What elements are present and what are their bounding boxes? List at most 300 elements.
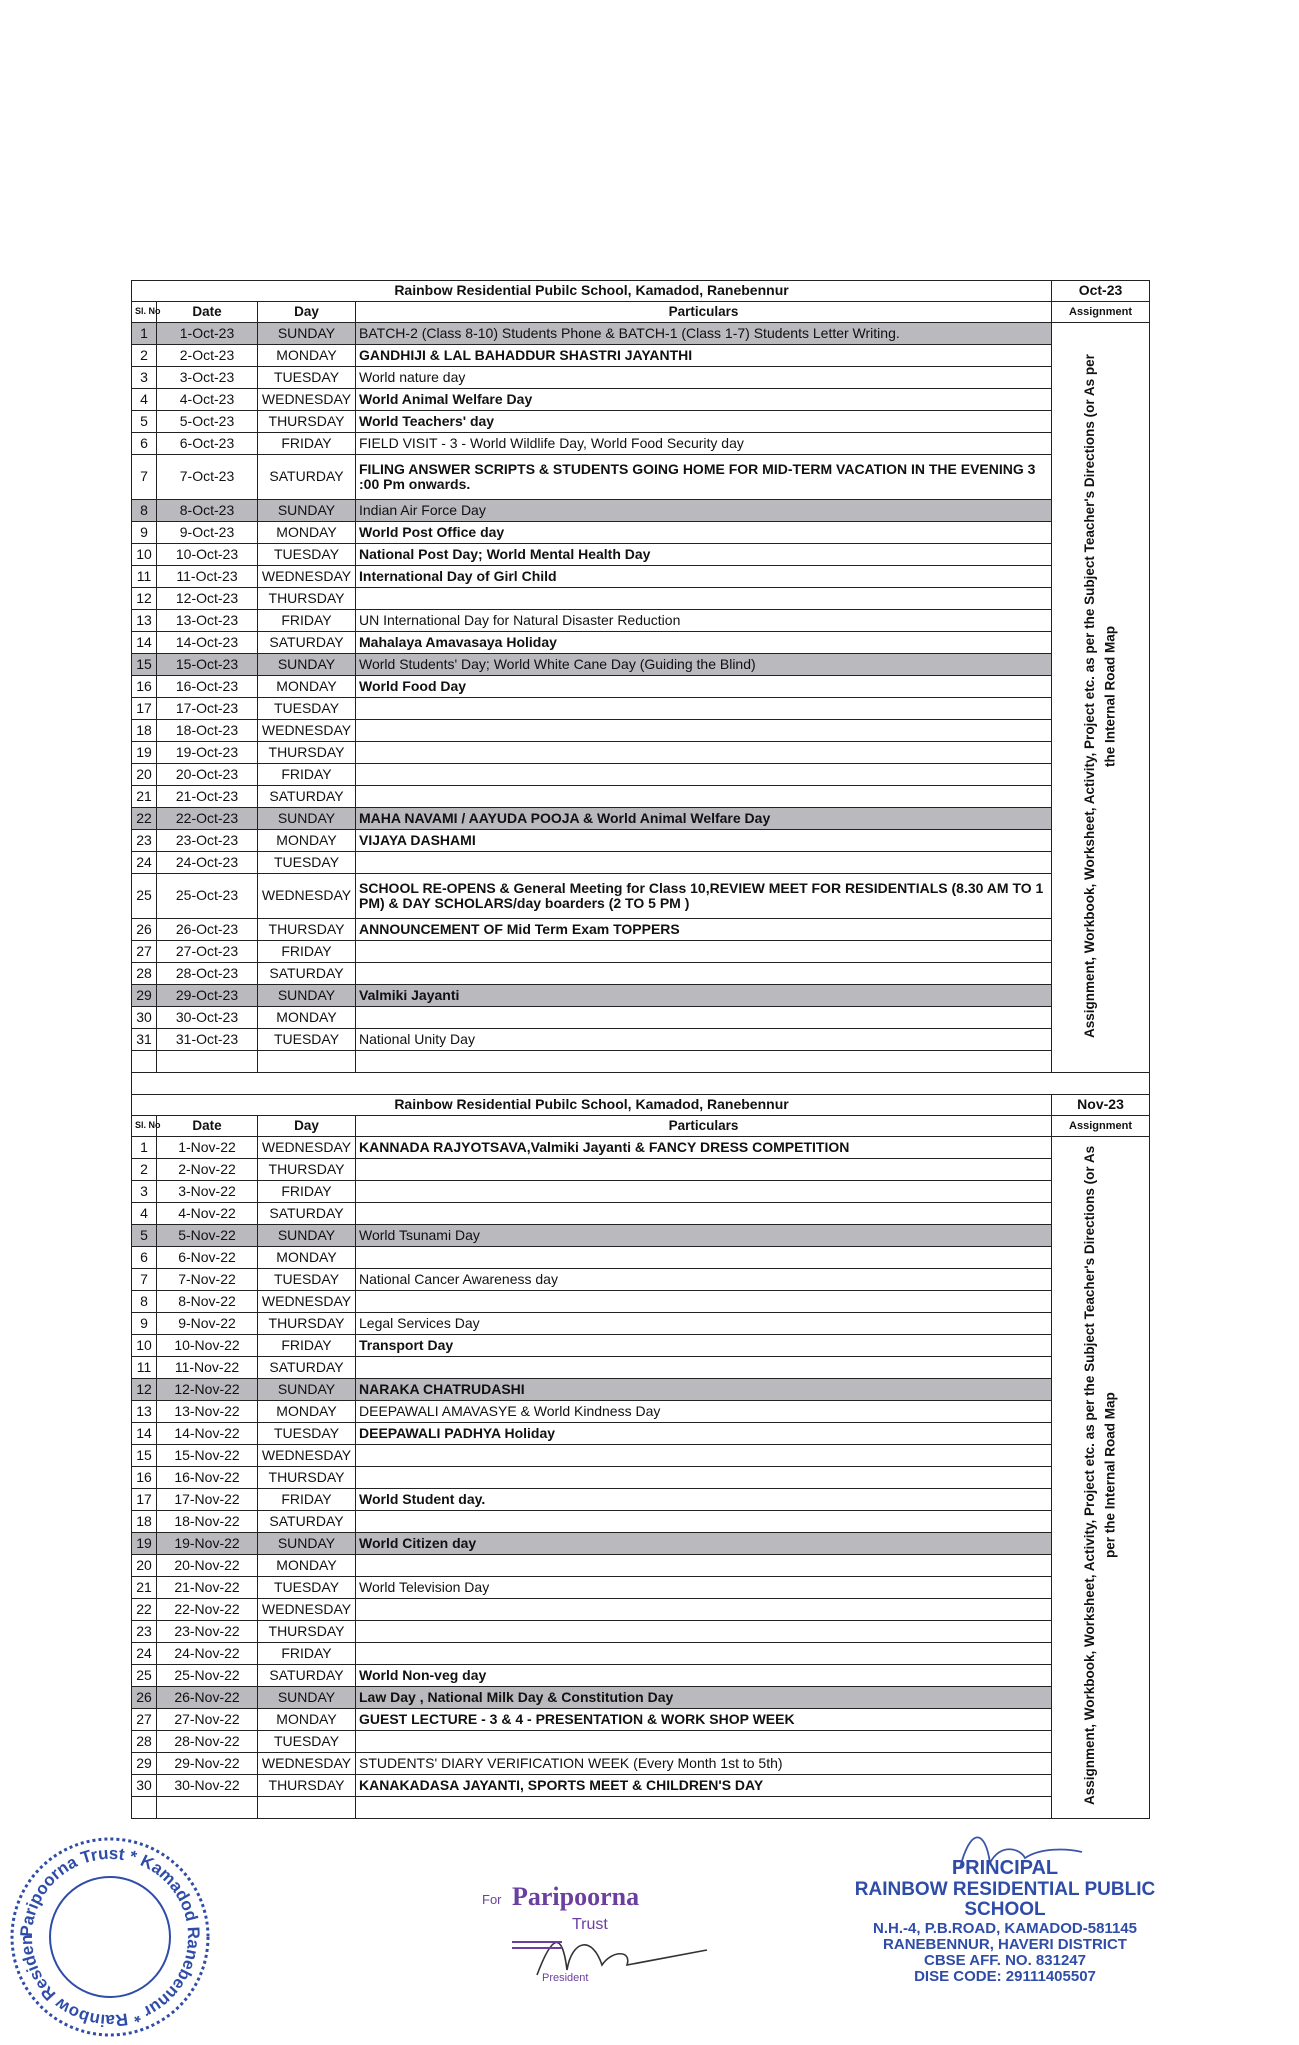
row-day: FRIDAY [258, 941, 356, 963]
row-number: 24 [132, 852, 157, 874]
row-number: 15 [132, 1445, 157, 1467]
row-number: 12 [132, 588, 157, 610]
row-date: 24-Nov-22 [157, 1643, 258, 1665]
table-row [132, 1665, 1150, 1687]
row-number: 9 [132, 522, 157, 544]
table-row [132, 1313, 1150, 1335]
row-day: WEDNESDAY [258, 1753, 356, 1775]
row-number: 15 [132, 654, 157, 676]
row-number: 7 [132, 1269, 157, 1291]
row-date: 18-Nov-22 [157, 1511, 258, 1533]
row-particulars: ANNOUNCEMENT OF Mid Term Exam TOPPERS [356, 919, 1052, 941]
table-row [132, 941, 1150, 963]
table-row [132, 654, 1150, 676]
row-date: 24-Oct-23 [157, 852, 258, 874]
row-particulars [356, 1599, 1052, 1621]
table-row [132, 1599, 1150, 1621]
row-day: WEDNESDAY [258, 1137, 356, 1159]
row-day: SUNDAY [258, 500, 356, 522]
header-assignment: Assignment [1052, 302, 1150, 323]
row-date: 12-Oct-23 [157, 588, 258, 610]
table-row [132, 1181, 1150, 1203]
row-particulars: FILING ANSWER SCRIPTS & STUDENTS GOING HOME FOR MID-TERM VACATION IN THE EVENING 3 :00 Pm onwards. [356, 455, 1052, 500]
row-number: 19 [132, 1533, 157, 1555]
row-date: 8-Oct-23 [157, 500, 258, 522]
row-day: MONDAY [258, 1401, 356, 1423]
row-number: 13 [132, 1401, 157, 1423]
row-date: 16-Nov-22 [157, 1467, 258, 1489]
table-row [132, 610, 1150, 632]
row-number: 5 [132, 411, 157, 433]
row-number: 17 [132, 1489, 157, 1511]
row-date: 2-Oct-23 [157, 345, 258, 367]
table-row [132, 566, 1150, 588]
row-particulars: SCHOOL RE-OPENS & General Meeting for Class 10,REVIEW MEET FOR RESIDENTIALS (8.30 AM TO 1 PM) & DAY SCHOLARS/day boarders (2 TO 5 PM ) [356, 874, 1052, 919]
row-number: 14 [132, 1423, 157, 1445]
principal-stamp-line: PRINCIPAL [951, 1857, 1059, 1879]
row-particulars [356, 588, 1052, 610]
row-number: 23 [132, 830, 157, 852]
row-day: SATURDAY [258, 1357, 356, 1379]
table-row [132, 919, 1150, 941]
row-day: TUESDAY [258, 698, 356, 720]
table-row [132, 808, 1150, 830]
header-sl-no: Sl. No [132, 1116, 157, 1137]
table-row [132, 1203, 1150, 1225]
row-date: 10-Nov-22 [157, 1335, 258, 1357]
row-number: 4 [132, 1203, 157, 1225]
blank-cell [132, 1051, 157, 1073]
row-date: 1-Nov-22 [157, 1137, 258, 1159]
table-row [132, 323, 1150, 345]
table-row [132, 1225, 1150, 1247]
row-number: 11 [132, 566, 157, 588]
row-particulars [356, 1203, 1052, 1225]
row-particulars: GANDHIJI & LAL BAHADDUR SHASTRI JAYANTHI [356, 345, 1052, 367]
row-number: 11 [132, 1357, 157, 1379]
row-number: 27 [132, 941, 157, 963]
row-particulars [356, 1621, 1052, 1643]
row-day: MONDAY [258, 1247, 356, 1269]
row-number: 3 [132, 367, 157, 389]
row-day: TUESDAY [258, 1577, 356, 1599]
header-assignment: Assignment [1052, 1116, 1150, 1137]
row-particulars [356, 742, 1052, 764]
table-row [132, 1247, 1150, 1269]
row-date: 15-Nov-22 [157, 1445, 258, 1467]
table-row-blank [132, 1051, 1150, 1073]
row-number: 12 [132, 1379, 157, 1401]
row-date: 4-Oct-23 [157, 389, 258, 411]
table-row [132, 1401, 1150, 1423]
row-day: MONDAY [258, 345, 356, 367]
row-date: 25-Oct-23 [157, 874, 258, 919]
row-number: 14 [132, 632, 157, 654]
row-number: 6 [132, 1247, 157, 1269]
row-number: 30 [132, 1775, 157, 1797]
president-signature [482, 1880, 722, 1990]
row-date: 14-Nov-22 [157, 1423, 258, 1445]
principal-stamp-line: DISE CODE: 29111405507 [914, 1968, 1096, 1986]
row-day: SATURDAY [258, 786, 356, 808]
row-number: 1 [132, 1137, 157, 1159]
row-number: 25 [132, 874, 157, 919]
row-date: 9-Nov-22 [157, 1313, 258, 1335]
table-row [132, 1291, 1150, 1313]
row-number: 31 [132, 1029, 157, 1051]
table-row [132, 367, 1150, 389]
row-date: 28-Nov-22 [157, 1731, 258, 1753]
row-date: 30-Nov-22 [157, 1775, 258, 1797]
table-row [132, 1511, 1150, 1533]
row-date: 9-Oct-23 [157, 522, 258, 544]
row-day: FRIDAY [258, 1335, 356, 1357]
row-day: TUESDAY [258, 1731, 356, 1753]
table-row [132, 1379, 1150, 1401]
row-particulars: National Unity Day [356, 1029, 1052, 1051]
blank-cell [132, 1797, 157, 1819]
table-row [132, 1753, 1150, 1775]
row-day: FRIDAY [258, 433, 356, 455]
header-date: Date [157, 1116, 258, 1137]
row-number: 3 [132, 1181, 157, 1203]
row-day: FRIDAY [258, 1489, 356, 1511]
row-date: 16-Oct-23 [157, 676, 258, 698]
row-particulars: World nature day [356, 367, 1052, 389]
row-number: 19 [132, 742, 157, 764]
row-day: SUNDAY [258, 1687, 356, 1709]
row-particulars: Legal Services Day [356, 1313, 1052, 1335]
trust-seal-graphic [8, 1835, 213, 2040]
row-particulars [356, 1731, 1052, 1753]
october-table [132, 281, 1150, 1073]
blank-cell [157, 1051, 258, 1073]
table-row [132, 720, 1150, 742]
row-number: 16 [132, 676, 157, 698]
row-particulars: International Day of Girl Child [356, 566, 1052, 588]
row-particulars: Mahalaya Amavasaya Holiday [356, 632, 1052, 654]
row-number: 16 [132, 1467, 157, 1489]
table-row [132, 1489, 1150, 1511]
row-day: TUESDAY [258, 367, 356, 389]
table-row [132, 1137, 1150, 1159]
row-particulars: UN International Day for Natural Disaster Reduction [356, 610, 1052, 632]
blank-cell [356, 1797, 1052, 1819]
table-row [132, 1775, 1150, 1797]
row-day: WEDNESDAY [258, 1445, 356, 1467]
row-day: THURSDAY [258, 1159, 356, 1181]
table-row [132, 411, 1150, 433]
row-day: TUESDAY [258, 1269, 356, 1291]
trust-seal-text: Paripoorna Trust * Kamadod Ranebennur * Rainbow Residen [16, 1843, 204, 2031]
row-day: THURSDAY [258, 1313, 356, 1335]
row-particulars [356, 1511, 1052, 1533]
row-number: 22 [132, 808, 157, 830]
row-day: SUNDAY [258, 808, 356, 830]
row-number: 23 [132, 1621, 157, 1643]
row-day: MONDAY [258, 1709, 356, 1731]
row-date: 27-Oct-23 [157, 941, 258, 963]
row-day: MONDAY [258, 676, 356, 698]
row-day: WEDNESDAY [258, 566, 356, 588]
november-table [132, 1073, 1150, 1819]
row-day: SATURDAY [258, 1203, 356, 1225]
blank-cell [157, 1797, 258, 1819]
row-date: 19-Nov-22 [157, 1533, 258, 1555]
row-number: 29 [132, 1753, 157, 1775]
row-particulars: World Tsunami Day [356, 1225, 1052, 1247]
table-row [132, 830, 1150, 852]
table-row [132, 433, 1150, 455]
header-particulars: Particulars [356, 302, 1052, 323]
row-number: 20 [132, 1555, 157, 1577]
table-row [132, 500, 1150, 522]
table-row [132, 1687, 1150, 1709]
row-date: 30-Oct-23 [157, 1007, 258, 1029]
row-date: 22-Nov-22 [157, 1599, 258, 1621]
row-particulars: World Teachers' day [356, 411, 1052, 433]
row-number: 17 [132, 698, 157, 720]
table-row [132, 1423, 1150, 1445]
row-particulars [356, 1247, 1052, 1269]
october-school-title: Rainbow Residential Pubilc School, Kamadod, Ranebennur [132, 281, 1052, 302]
row-particulars: Valmiki Jayanti [356, 985, 1052, 1007]
row-day: SATURDAY [258, 632, 356, 654]
row-date: 28-Oct-23 [157, 963, 258, 985]
row-date: 20-Oct-23 [157, 764, 258, 786]
row-date: 20-Nov-22 [157, 1555, 258, 1577]
row-number: 28 [132, 1731, 157, 1753]
row-date: 1-Oct-23 [157, 323, 258, 345]
row-particulars: Law Day , National Milk Day & Constitution Day [356, 1687, 1052, 1709]
principal-stamp-line: RAINBOW RESIDENTIAL PUBLIC SCHOOL [854, 1878, 1156, 1921]
row-date: 3-Oct-23 [157, 367, 258, 389]
row-date: 17-Oct-23 [157, 698, 258, 720]
table-row [132, 742, 1150, 764]
table-row [132, 1731, 1150, 1753]
table-row [132, 455, 1150, 500]
row-date: 31-Oct-23 [157, 1029, 258, 1051]
october-assignment-note [1052, 323, 1150, 1073]
row-date: 8-Nov-22 [157, 1291, 258, 1313]
row-particulars: World Student day. [356, 1489, 1052, 1511]
row-particulars [356, 720, 1052, 742]
row-date: 7-Oct-23 [157, 455, 258, 500]
row-number: 13 [132, 610, 157, 632]
row-particulars: National Cancer Awareness day [356, 1269, 1052, 1291]
row-particulars: World Post Office day [356, 522, 1052, 544]
row-particulars [356, 764, 1052, 786]
table-spacer [132, 1073, 1150, 1095]
row-particulars: Transport Day [356, 1335, 1052, 1357]
table-row [132, 1445, 1150, 1467]
header-sl-no: Sl. No [132, 302, 157, 323]
table-row [132, 1621, 1150, 1643]
november-assignment-note [1052, 1137, 1150, 1819]
table-row [132, 1007, 1150, 1029]
row-particulars [356, 1291, 1052, 1313]
row-particulars [356, 1159, 1052, 1181]
row-particulars: Indian Air Force Day [356, 500, 1052, 522]
row-number: 2 [132, 1159, 157, 1181]
table-row [132, 698, 1150, 720]
table-row [132, 676, 1150, 698]
october-month-label: Oct-23 [1052, 281, 1150, 302]
principal-stamp-line: N.H.-4, P.B.ROAD, KAMADOD-581145 [873, 1919, 1137, 1937]
row-particulars: World Food Day [356, 676, 1052, 698]
row-particulars: World Students' Day; World White Cane Day (Guiding the Blind) [356, 654, 1052, 676]
table-row [132, 1709, 1150, 1731]
trust-name: Paripoorna [512, 1882, 640, 1911]
row-particulars [356, 963, 1052, 985]
header-particulars: Particulars [356, 1116, 1052, 1137]
header-day: Day [258, 302, 356, 323]
row-number: 8 [132, 500, 157, 522]
table-row [132, 544, 1150, 566]
row-particulars [356, 1555, 1052, 1577]
calendar-sheet [131, 280, 1149, 1819]
principal-stamp-line: CBSE AFF. NO. 831247 [923, 1952, 1086, 1969]
table-row [132, 1555, 1150, 1577]
trust-seal [8, 1835, 213, 2040]
row-particulars: World Animal Welfare Day [356, 389, 1052, 411]
row-day: WEDNESDAY [258, 720, 356, 742]
row-number: 26 [132, 919, 157, 941]
table-row [132, 1357, 1150, 1379]
row-number: 26 [132, 1687, 157, 1709]
table-row [132, 389, 1150, 411]
row-date: 3-Nov-22 [157, 1181, 258, 1203]
row-day: FRIDAY [258, 610, 356, 632]
row-particulars: National Post Day; World Mental Health Day [356, 544, 1052, 566]
row-day: WEDNESDAY [258, 1291, 356, 1313]
row-date: 6-Nov-22 [157, 1247, 258, 1269]
table-row [132, 522, 1150, 544]
october-assignment-note-text: Assignment, Workbook, Worksheet, Activity, Project etc. as per the Subject Teacher's Directions (or As per the Internal Road Map [1082, 353, 1118, 1038]
row-day: SATURDAY [258, 1665, 356, 1687]
row-particulars: KANNADA RAJYOTSAVA,Valmiki Jayanti & FANCY DRESS COMPETITION [356, 1137, 1052, 1159]
row-date: 14-Oct-23 [157, 632, 258, 654]
row-date: 5-Oct-23 [157, 411, 258, 433]
row-date: 4-Nov-22 [157, 1203, 258, 1225]
blank-cell [258, 1797, 356, 1819]
row-day: SUNDAY [258, 323, 356, 345]
row-date: 18-Oct-23 [157, 720, 258, 742]
row-particulars [356, 1467, 1052, 1489]
row-particulars: DEEPAWALI PADHYA Holiday [356, 1423, 1052, 1445]
row-particulars: MAHA NAVAMI / AAYUDA POOJA & World Animal Welfare Day [356, 808, 1052, 830]
row-date: 21-Nov-22 [157, 1577, 258, 1599]
row-particulars [356, 1445, 1052, 1467]
row-particulars [356, 1643, 1052, 1665]
row-day: TUESDAY [258, 852, 356, 874]
row-day: SUNDAY [258, 985, 356, 1007]
november-month-label: Nov-23 [1052, 1095, 1150, 1116]
table-row [132, 985, 1150, 1007]
row-number: 21 [132, 1577, 157, 1599]
header-day: Day [258, 1116, 356, 1137]
row-date: 21-Oct-23 [157, 786, 258, 808]
row-number: 18 [132, 720, 157, 742]
row-day: MONDAY [258, 522, 356, 544]
table-row [132, 345, 1150, 367]
row-number: 24 [132, 1643, 157, 1665]
row-date: 19-Oct-23 [157, 742, 258, 764]
row-day: THURSDAY [258, 742, 356, 764]
row-day: SATURDAY [258, 1511, 356, 1533]
row-day: WEDNESDAY [258, 389, 356, 411]
row-day: TUESDAY [258, 1423, 356, 1445]
row-particulars: KANAKADASA JAYANTI, SPORTS MEET & CHILDREN'S DAY [356, 1775, 1052, 1797]
table-row [132, 764, 1150, 786]
row-day: MONDAY [258, 830, 356, 852]
principal-stamp-lines [820, 1858, 1190, 1985]
row-date: 6-Oct-23 [157, 433, 258, 455]
row-particulars: GUEST LECTURE - 3 & 4 - PRESENTATION & WORK SHOP WEEK [356, 1709, 1052, 1731]
row-day: TUESDAY [258, 1029, 356, 1051]
row-day: MONDAY [258, 1555, 356, 1577]
row-day: FRIDAY [258, 1181, 356, 1203]
row-particulars [356, 1357, 1052, 1379]
row-date: 27-Nov-22 [157, 1709, 258, 1731]
table-row [132, 1269, 1150, 1291]
row-particulars [356, 1181, 1052, 1203]
row-date: 23-Oct-23 [157, 830, 258, 852]
row-date: 7-Nov-22 [157, 1269, 258, 1291]
row-number: 25 [132, 1665, 157, 1687]
row-number: 21 [132, 786, 157, 808]
table-row [132, 588, 1150, 610]
row-particulars [356, 1007, 1052, 1029]
table-row [132, 1643, 1150, 1665]
row-day: THURSDAY [258, 588, 356, 610]
row-day: WEDNESDAY [258, 1599, 356, 1621]
row-day: THURSDAY [258, 411, 356, 433]
table-row [132, 874, 1150, 919]
row-day: MONDAY [258, 1007, 356, 1029]
row-date: 26-Oct-23 [157, 919, 258, 941]
row-date: 11-Oct-23 [157, 566, 258, 588]
row-date: 25-Nov-22 [157, 1665, 258, 1687]
table-row [132, 1577, 1150, 1599]
row-date: 15-Oct-23 [157, 654, 258, 676]
row-day: TUESDAY [258, 544, 356, 566]
table-row [132, 1335, 1150, 1357]
row-day: THURSDAY [258, 919, 356, 941]
row-date: 10-Oct-23 [157, 544, 258, 566]
row-day: FRIDAY [258, 764, 356, 786]
row-number: 10 [132, 544, 157, 566]
table-row [132, 852, 1150, 874]
row-date: 29-Nov-22 [157, 1753, 258, 1775]
november-assignment-note-text: Assignment, Workbook, Worksheet, Activity, Project etc. as per the Subject Teacher's Directions (or As per the Internal Road Map [1082, 1146, 1118, 1806]
row-day: SUNDAY [258, 654, 356, 676]
blank-cell [356, 1051, 1052, 1073]
principal-stamp [820, 1818, 1210, 1998]
table-row [132, 963, 1150, 985]
row-number: 4 [132, 389, 157, 411]
row-day: FRIDAY [258, 1643, 356, 1665]
november-school-title: Rainbow Residential Pubilc School, Kamadod, Ranebennur [132, 1095, 1052, 1116]
row-date: 2-Nov-22 [157, 1159, 258, 1181]
table-row [132, 1533, 1150, 1555]
row-particulars: BATCH-2 (Class 8-10) Students Phone & BATCH-1 (Class 1-7) Students Letter Writing. [356, 323, 1052, 345]
table-row [132, 1467, 1150, 1489]
row-number: 18 [132, 1511, 157, 1533]
trust-for-label: For [482, 1892, 502, 1907]
row-date: 29-Oct-23 [157, 985, 258, 1007]
row-date: 13-Oct-23 [157, 610, 258, 632]
